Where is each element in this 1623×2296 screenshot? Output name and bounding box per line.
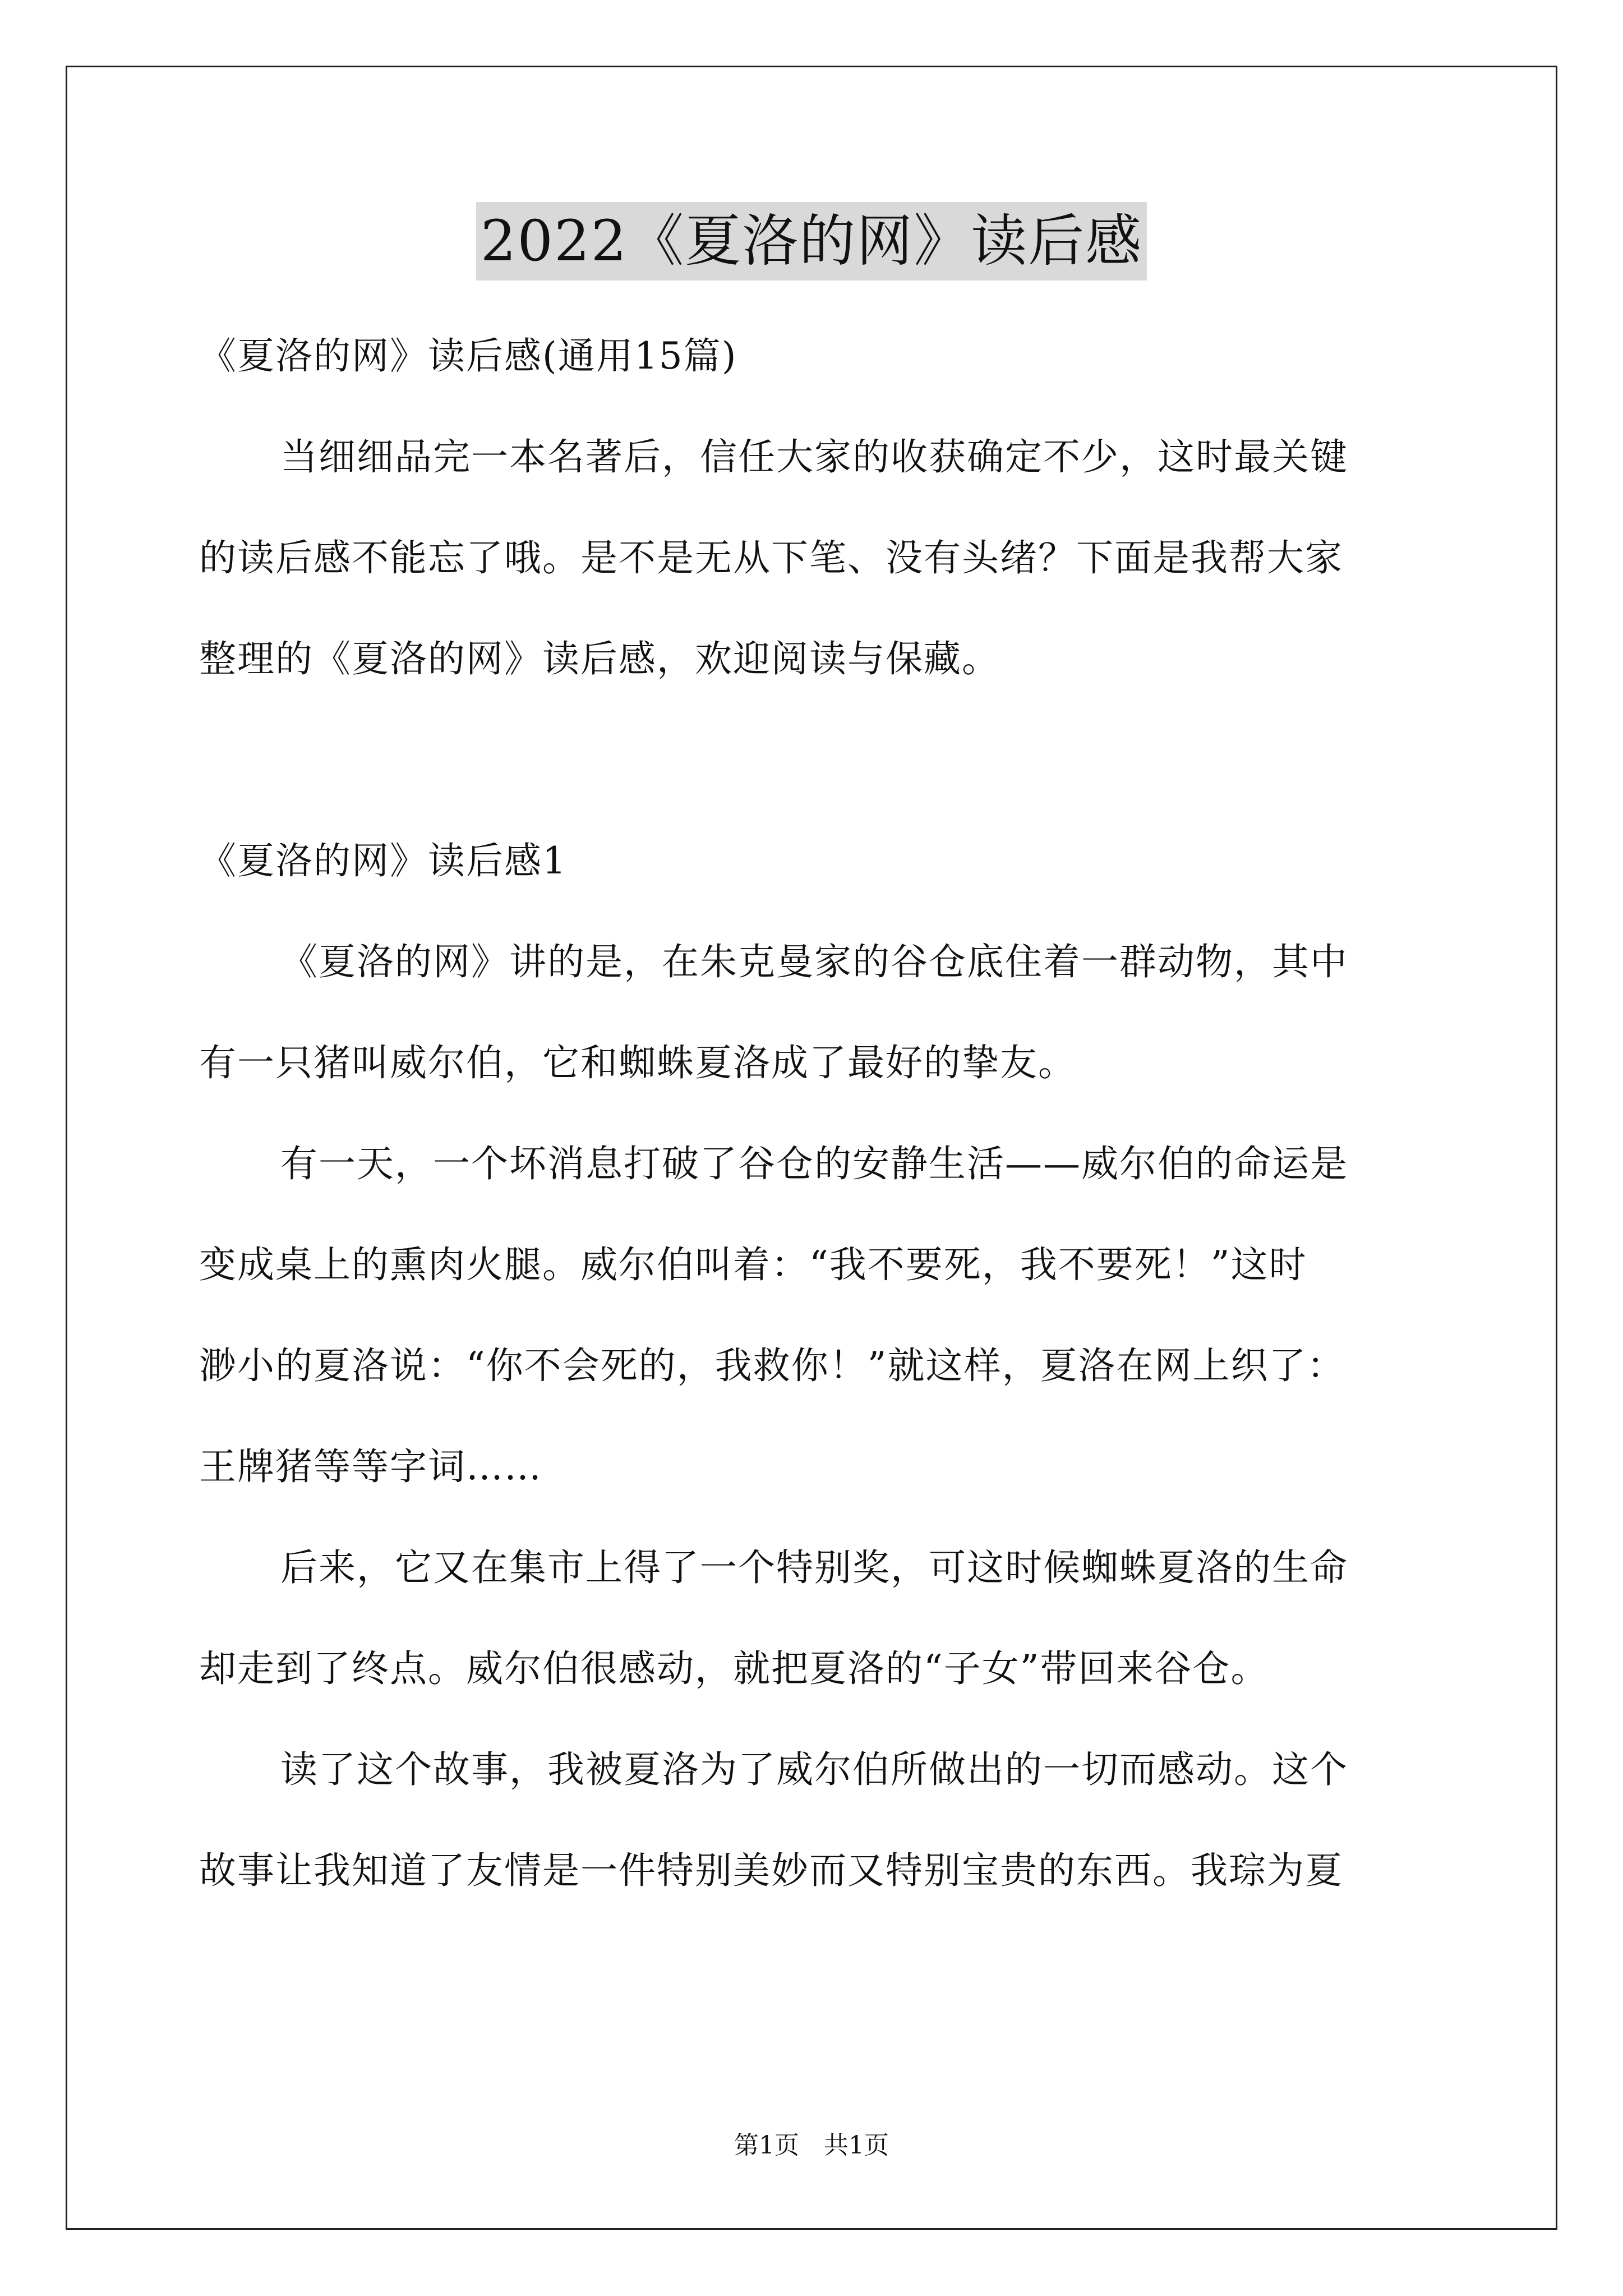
document-body [199,306,1433,1921]
paragraph-line: 故事让我知道了友情是一件特别美妙而又特别宝贵的东西。我琮为夏 [199,1849,1343,1892]
intro-line: 当细细品完一本名著后，信任大家的收获确定不少，这时最关键 [280,435,1348,478]
section-heading: 《夏洛的网》读后感1 [199,839,567,882]
title-container [0,202,1623,280]
paragraph-line: 读了这个故事，我被夏洛为了威尔伯所做出的一切而感动。这个 [280,1748,1348,1791]
paragraph-line: 后来，它又在集市上得了一个特别奖，可这时候蜘蛛夏洛的生命 [280,1546,1348,1589]
paragraph-line: 有一只猪叫威尔伯，它和蜘蛛夏洛成了最好的挚友。 [199,1041,1076,1084]
paragraph-line: 《夏洛的网》讲的是，在朱克曼家的谷仓底住着一群动物，其中 [280,940,1348,983]
document-title: 2022《夏洛的网》读后感 [476,202,1147,280]
blank-line [199,710,1433,811]
page-footer: 第1页 共1页 [734,2131,889,2160]
paragraph-line: 渺小的夏洛说：“你不会死的，我救你！”就这样，夏洛在网上织了： [199,1344,1345,1387]
paragraph-line: 王牌猪等等字词…… [199,1445,542,1488]
paragraph-line: 变成桌上的熏肉火腿。威尔伯叫着：“我不要死，我不要死！”这时 [199,1243,1307,1286]
intro-line: 的读后感不能忘了哦。是不是无从下笔、没有头绪？下面是我帮大家 [199,536,1343,579]
document-subtitle: 《夏洛的网》读后感(通用15篇) [199,334,737,378]
paragraph-line: 却走到了终点。威尔伯很感动，就把夏洛的“子女”带回来谷仓。 [199,1647,1269,1690]
paragraph-line: 有一天，一个坏消息打破了谷仓的安静生活——威尔伯的命运是 [280,1142,1348,1185]
intro-line: 整理的《夏洛的网》读后感，欢迎阅读与保藏。 [199,637,1000,680]
